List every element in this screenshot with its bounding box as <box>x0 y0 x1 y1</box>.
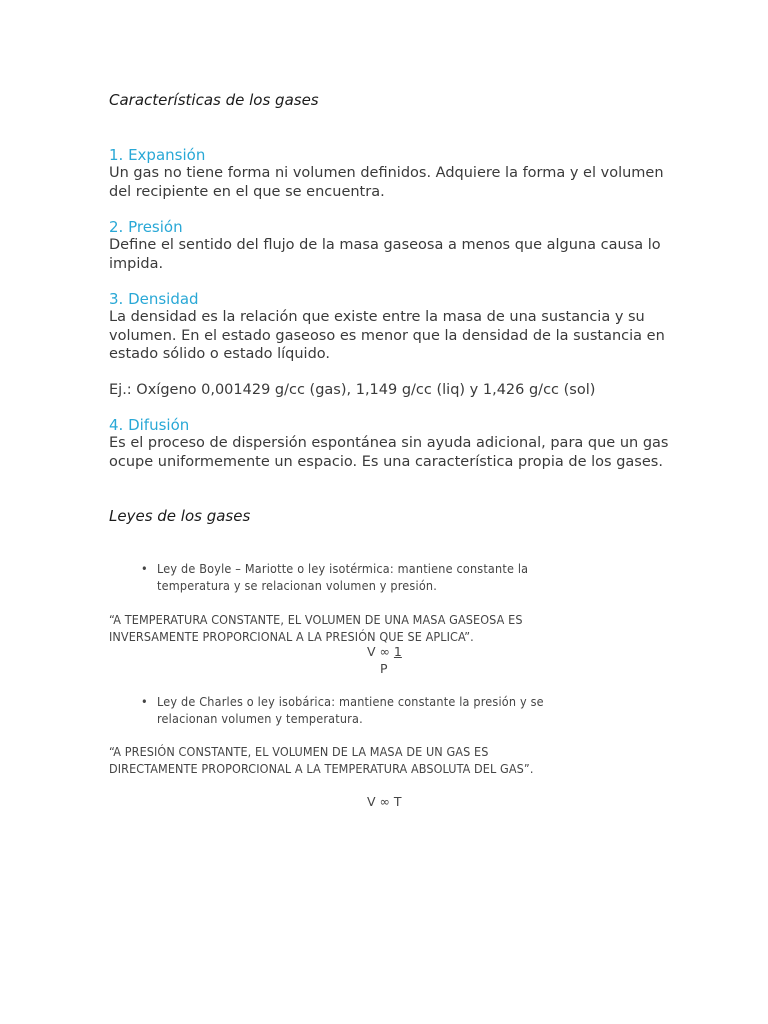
section-text-diffusion: Es el proceso de dispersión espontánea sin ayuda adicional, para que un gas ocupe uniformemente un espacio. Es una característica propia de los gases. <box>109 435 669 470</box>
section-title-diffusion: 4. Difusión <box>109 416 190 434</box>
law-quote-charles: “A PRESIÓN CONSTANTE, EL VOLUMEN DE LA MASA DE UN GAS ES DIRECTAMENTE PROPORCIONAL A LA TEMPERATURA ABSOLUTA DEL GAS”. <box>109 744 534 776</box>
bullet-icon: • <box>141 561 148 576</box>
law-text-charles: Ley de Charles o ley isobárica: mantiene constante la presión y se relacionan volumen y temperatura. <box>157 694 544 726</box>
section-title-expansion: 1. Expansión <box>109 146 206 164</box>
density-example: Ej.: Oxígeno 0,001429 g/cc (gas), 1,149 g/cc (liq) y 1,426 g/cc (sol) <box>109 382 596 398</box>
bullet-icon: • <box>141 694 148 709</box>
laws-heading: Leyes de los gases <box>109 507 251 525</box>
law-quote-boyle: “A TEMPERATURA CONSTANTE, EL VOLUMEN DE UNA MASA GASEOSA ES INVERSAMENTE PROPORCIONAL A LA PRESIÓN QUE SE APLICA”. <box>109 612 523 644</box>
law-text-boyle: Ley de Boyle – Mariotte o ley isotérmica: mantiene constante la temperatura y se relacionan volumen y presión. <box>157 561 529 593</box>
section-text-density: La densidad es la relación que existe entre la masa de una sustancia y su volumen. En el estado gaseoso es menor que la densidad de la sustancia en estado sólido o estado líquido. <box>109 309 665 362</box>
section-title-pressure: 2. Presión <box>109 218 183 236</box>
characteristics-heading: Características de los gases <box>109 91 319 109</box>
formula-boyle-denominator: P <box>380 661 388 676</box>
section-title-density: 3. Densidad <box>109 290 199 308</box>
law-item-charles <box>141 693 597 727</box>
formula-charles: V ∞ T <box>367 794 402 809</box>
formula-boyle-left: V ∞ <box>367 644 394 659</box>
law-item-boyle <box>141 560 597 594</box>
section-text-pressure: Define el sentido del flujo de la masa gaseosa a menos que alguna causa lo impida. <box>109 237 661 272</box>
section-text-expansion: Un gas no tiene forma ni volumen definidos. Adquiere la forma y el volumen del recipiente en el que se encuentra. <box>109 165 664 200</box>
formula-boyle <box>367 644 402 659</box>
formula-boyle-numerator: 1 <box>393 644 402 659</box>
